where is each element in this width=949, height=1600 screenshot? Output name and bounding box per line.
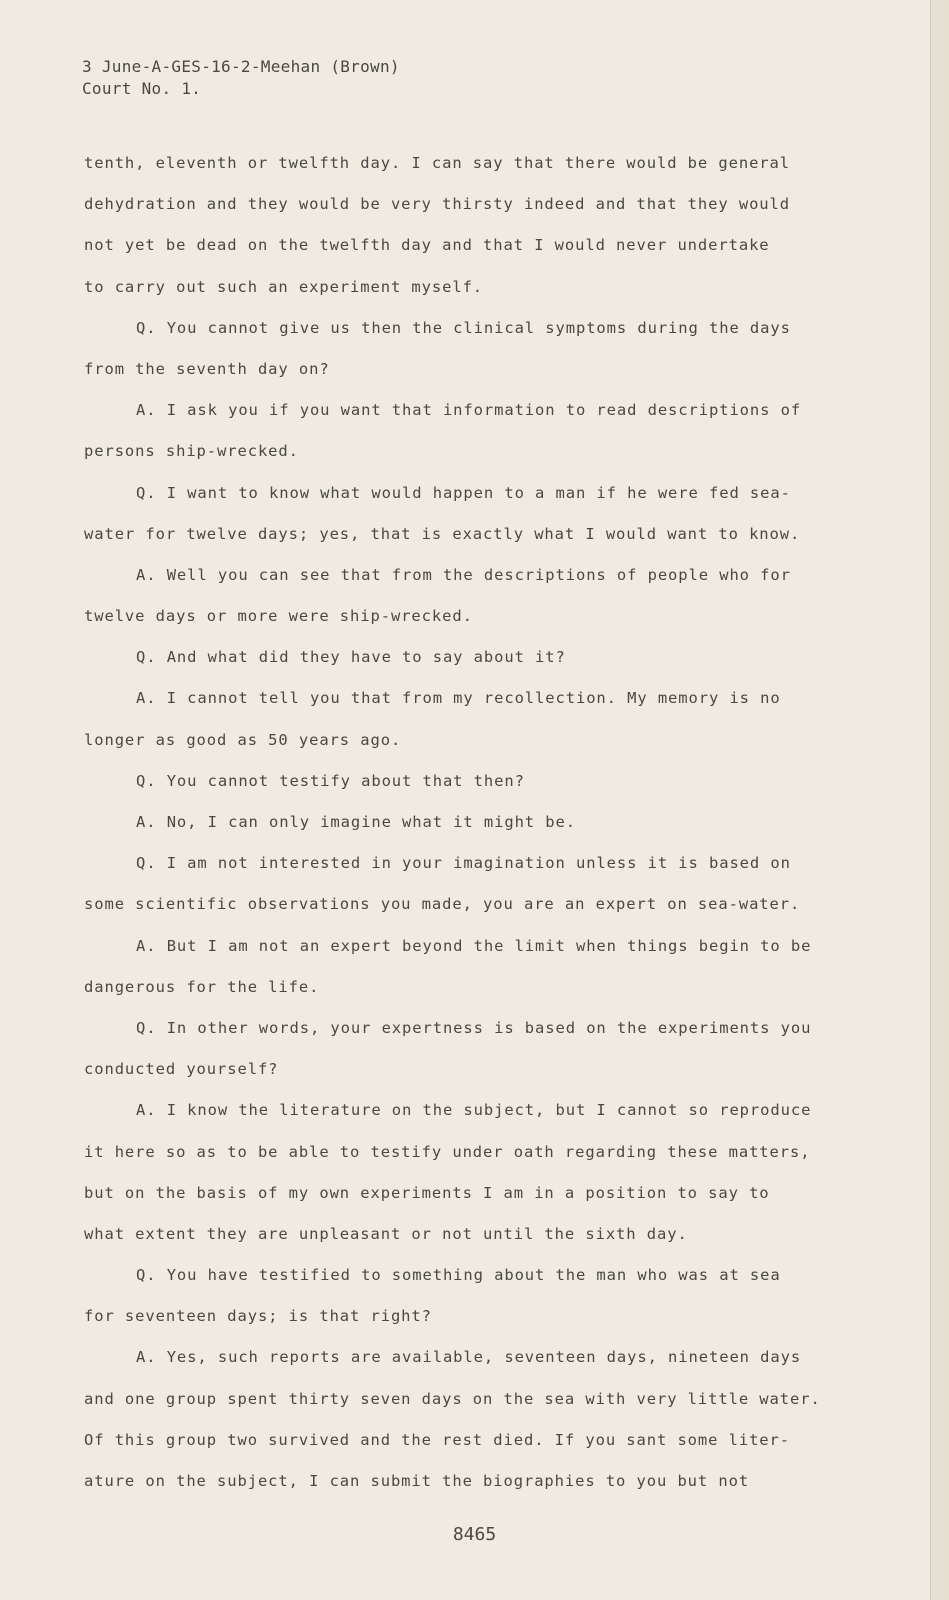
transcript-line: Q. In other words, your expertness is based on the experiments you [136,1018,812,1037]
transcript-line: longer as good as 50 years ago. [84,730,402,749]
header-court-line: Court No. 1. [82,79,202,98]
transcript-body [84,154,844,1513]
transcript-line: Q. I am not interested in your imagination unless it is based on [136,854,791,873]
transcript-line: A. No, I can only imagine what it might be. [136,813,576,831]
transcript-line: to carry out such an experiment myself. [84,277,484,296]
transcript-line: water for twelve days; yes, that is exactly what I would want to know. [84,524,801,543]
transcript-line: it here so as to be able to testify under oath regarding these matters, [84,1142,811,1161]
transcript-line: A. Well you can see that from the descriptions of people who for [136,565,791,584]
transcript-line: persons ship-wrecked. [84,442,299,461]
transcript-line: not yet be dead on the twelfth day and that I would never undertake [84,236,770,255]
transcript-line: some scientific observations you made, you are an expert on sea-water. [84,895,801,914]
transcript-line: Q. I want to know what would happen to a man if he were fed sea- [136,483,791,502]
transcript-line: what extent they are unpleasant or not until the sixth day. [84,1224,688,1243]
transcript-line: Q. You cannot give us then the clinical symptoms during the days [136,318,791,337]
transcript-line: Q. And what did they have to say about it? [136,648,566,667]
transcript-line: but on the basis of my own experiments I am in a position to say to [84,1183,770,1202]
transcript-line: Q. You have testified to something about the man who was at sea [136,1266,781,1285]
header-case-line: 3 June-A-GES-16-2-Meehan (Brown) [82,57,400,76]
transcript-line: A. I ask you if you want that information to read descriptions of [136,401,802,420]
transcript-line: ature on the subject, I can submit the biographies to you but not [84,1472,750,1490]
transcript-line: and one group spent thirty seven days on the sea with very little water. [84,1389,821,1408]
transcript-line: A. I know the literature on the subject, but I cannot so reproduce [136,1101,812,1120]
transcript-line: A. But I am not an expert beyond the limit when things begin to be [136,936,812,955]
transcript-line: tenth, eleventh or twelfth day. I can say that there would be general [84,154,790,172]
transcript-line: for seventeen days; is that right? [84,1307,432,1326]
transcript-line: conducted yourself? [84,1060,279,1079]
page-number: 8465 [452,1524,497,1545]
transcript-line: twelve days or more were ship-wrecked. [84,607,473,626]
transcript-line: Q. You cannot testify about that then? [136,771,525,790]
transcript-line: A. Yes, such reports are available, seventeen days, nineteen days [136,1348,802,1367]
transcript-line: from the seventh day on? [84,359,330,378]
page-edge [930,0,949,1600]
transcript-line: Of this group two survived and the rest died. If you sant some liter- [84,1430,790,1449]
transcript-line: dangerous for the life. [84,977,320,996]
document-header [82,56,400,100]
transcript-line: dehydration and they would be very thirsty indeed and that they would [84,195,790,214]
transcript-line: A. I cannot tell you that from my recollection. My memory is no [136,689,781,708]
